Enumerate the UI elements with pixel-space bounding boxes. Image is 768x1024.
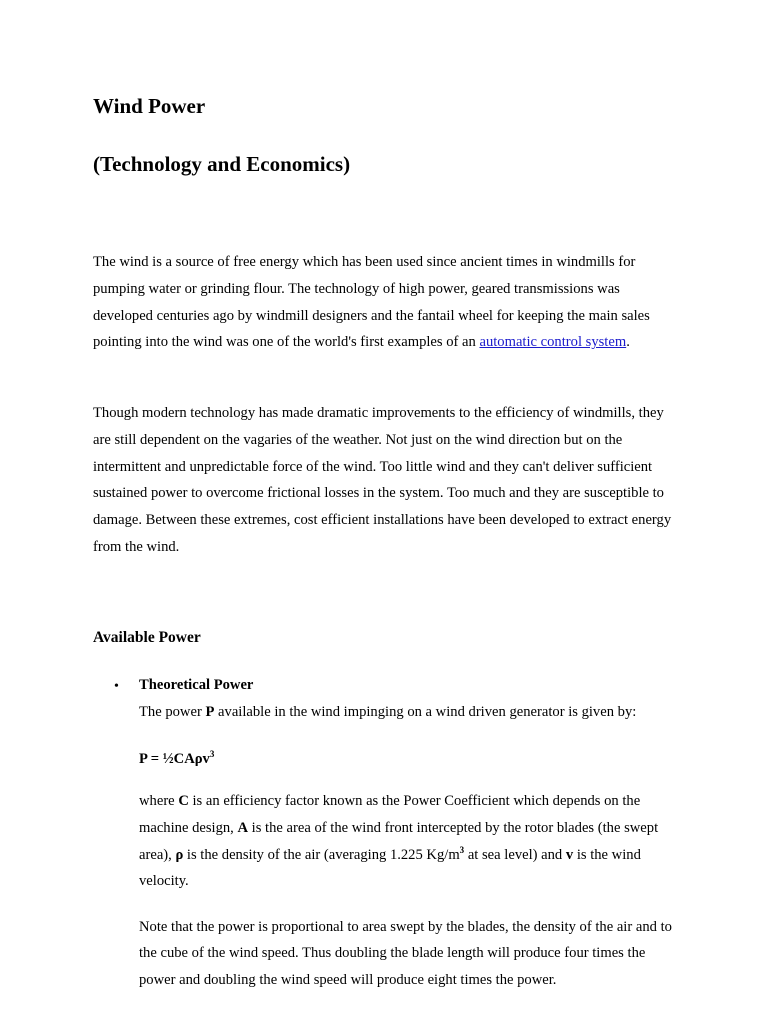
intro-text-end: .: [626, 334, 630, 351]
vagaries-paragraph: Though modern technology has made dramatic improvements to the efficiency of windmills, they are still dependent on the vagaries of the weather. Not just on the wind direction but on the intermittent and unpredictable force of the wind. Too little wind and they can't deliver sufficient sustained power to overcome frictional losses in the system. Too much and they are susceptible to damage. Between these extremes, cost efficient installations have been developed to extract energy from the wind.: [93, 405, 672, 555]
bullet-title-theoretical-power: Theoretical Power: [139, 677, 254, 693]
symbol-a: A: [237, 819, 249, 836]
power-intro-text: The power P available in the wind impinging on a wind driven generator is given by:: [139, 704, 637, 720]
symbol-v: v: [565, 846, 574, 863]
automatic-control-system-link[interactable]: automatic control system: [479, 334, 627, 351]
bullet-marker: •: [114, 679, 119, 694]
symbol-rho: ρ: [175, 846, 184, 863]
section-heading-available-power: Available Power: [93, 629, 201, 646]
intro-text: The wind is a source of free energy which has been used since ancient times in windmills for pumping water or grinding flour. The technology of high power, geared transmissions was developed centuries ago by windmill designers and the fantail wheel for keeping the main sales pointing into the wind was one of the world's first examples of an: [93, 254, 650, 351]
document-subtitle: (Technology and Economics): [93, 152, 351, 176]
power-formula: P = ½CAρv$^3$: [139, 749, 215, 767]
formula-explanation: where C is an efficiency factor known as the Power Coefficient which depends on the machine design, A is the area of the wind front intercepted by the rotor blades (the swept area), ρ is the density of the air (averaging 1.225 $Kg/m^3$ at sea level) and v is the wind velocity.: [139, 793, 659, 890]
cube-exponent: 3: [459, 844, 465, 855]
formula-exponent: 3: [209, 749, 215, 760]
document-title: Wind Power: [93, 94, 206, 118]
power-note-paragraph: Note that the power is proportional to area swept by the blades, the density of the air and to the cube of the wind speed. Thus doubling the blade length will produce four times the power and doubling the wind speed will produce eight times the power.: [139, 919, 672, 988]
intro-paragraph: [93, 249, 683, 356]
symbol-p: P: [205, 704, 215, 720]
symbol-c: C: [178, 793, 189, 809]
